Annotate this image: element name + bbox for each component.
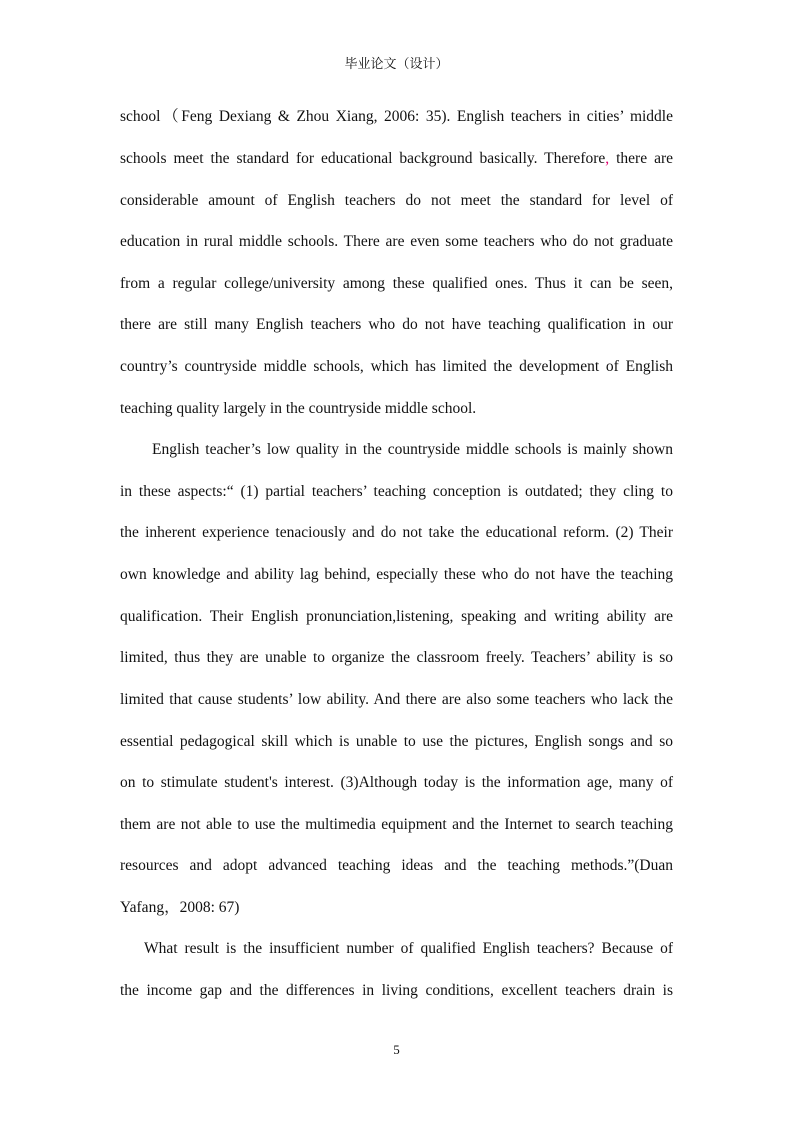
- text-line: the inherent experience tenaciously and do not take the educational reform. (2) Their: [120, 524, 673, 541]
- text-fragment: there are: [609, 150, 673, 167]
- text-line: own knowledge and ability lag behind, especially these who do not have the teaching: [120, 566, 673, 583]
- text-line: there are still many English teachers who do not have teaching qualification in our: [120, 316, 673, 333]
- text-line: education in rural middle schools. There are even some teachers who do not graduate: [120, 233, 673, 250]
- page-number: 5: [393, 1042, 400, 1057]
- text-line: considerable amount of English teachers do not meet the standard for level of: [120, 192, 673, 209]
- text-line: [120, 148, 673, 170]
- page-header: 毕业论文（设计）: [344, 56, 449, 71]
- text-line: country’s countryside middle schools, which has limited the development of English: [120, 358, 673, 375]
- text-line: from a regular college/university among these qualified ones. Thus it can be seen,: [120, 275, 673, 292]
- text-line: in these aspects:“ (1) partial teachers’ teaching conception is outdated; they cling to: [120, 483, 673, 500]
- text-line: essential pedagogical skill which is unable to use the pictures, English songs and so: [120, 733, 673, 750]
- text-line: Yafang，2008: 67): [120, 899, 240, 916]
- text-line: teaching quality largely in the countryside middle school.: [120, 400, 477, 417]
- text-line: qualification. Their English pronunciation,listening, speaking and writing ability are: [120, 608, 673, 625]
- text-line: school（Feng Dexiang & Zhou Xiang, 2006: 35). English teachers in cities’ middle: [120, 108, 673, 125]
- text-line: What result is the insufficient number of qualified English teachers? Because of: [144, 940, 673, 957]
- text-line: limited that cause students’ low ability. And there are also some teachers who lack the: [120, 691, 673, 708]
- highlighted-comma: ,: [605, 150, 610, 167]
- text-line: English teacher’s low quality in the countryside middle schools is mainly shown: [152, 441, 673, 458]
- text-fragment: schools meet the standard for educational background basically. Therefore: [120, 150, 606, 167]
- text-line: on to stimulate student's interest. (3)Although today is the information age, many of: [120, 774, 673, 791]
- text-line: the income gap and the differences in living conditions, excellent teachers drain is: [120, 982, 673, 999]
- text-line: limited, thus they are unable to organize the classroom freely. Teachers’ ability is so: [120, 649, 673, 666]
- text-line: resources and adopt advanced teaching ideas and the teaching methods.”(Duan: [120, 857, 673, 874]
- text-line: them are not able to use the multimedia equipment and the Internet to search teaching: [120, 816, 673, 833]
